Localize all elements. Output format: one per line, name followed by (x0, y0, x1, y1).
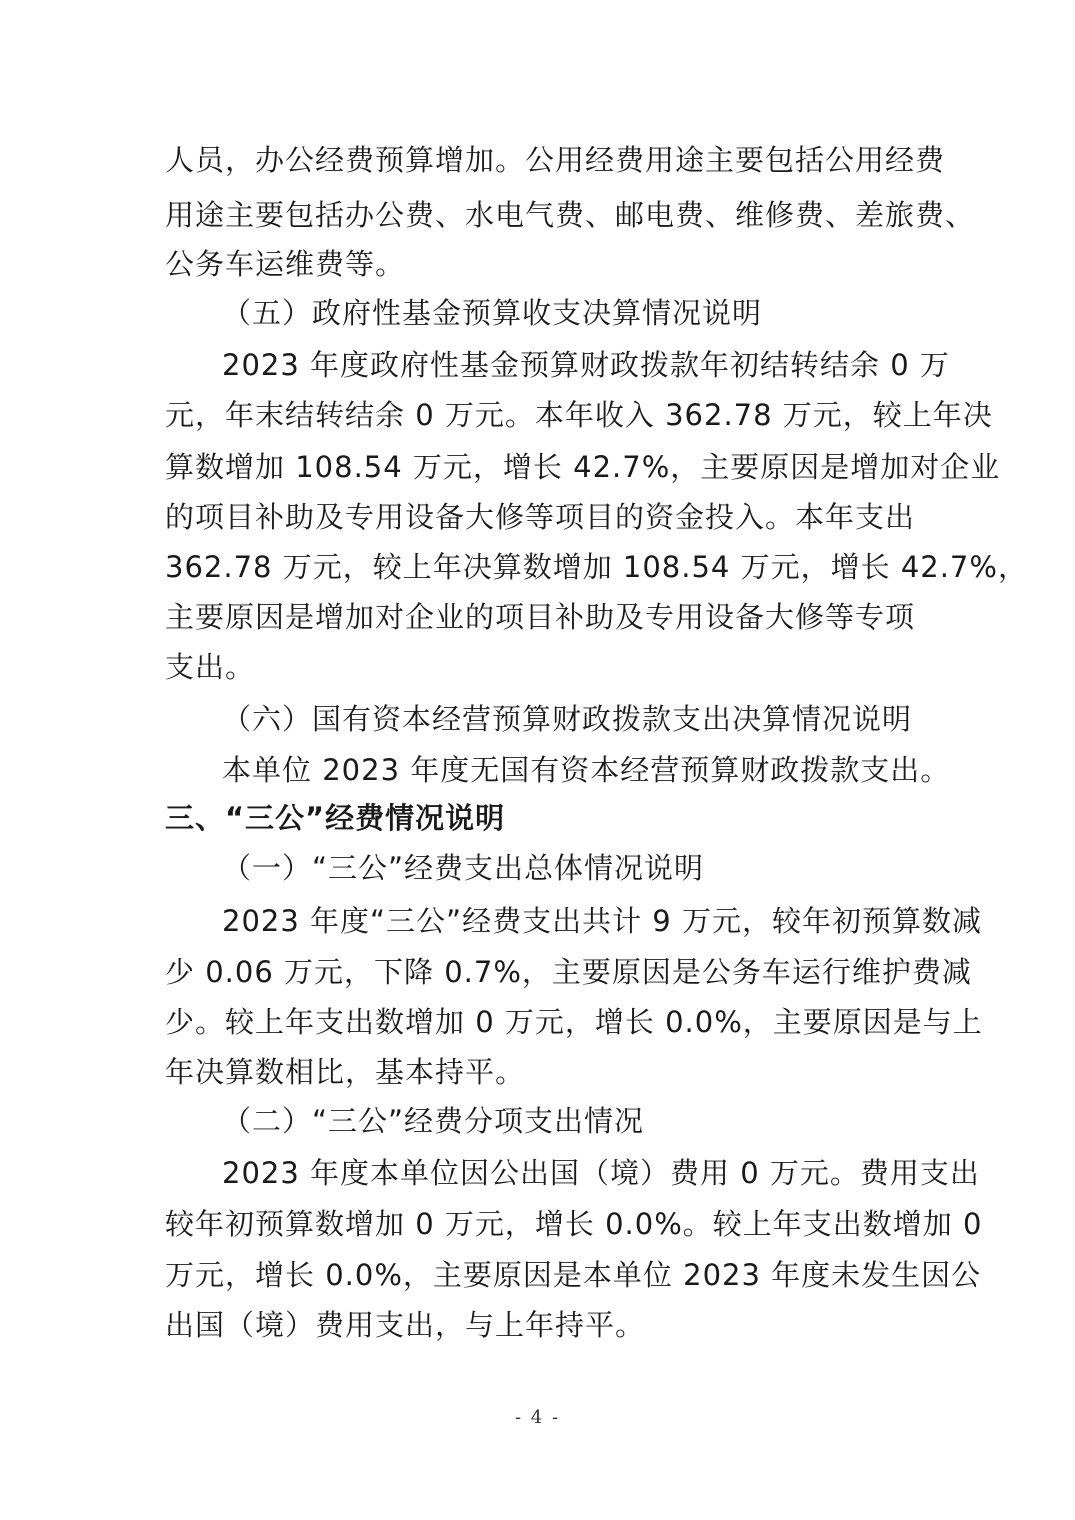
body-text-line: 出国（境）费用支出，与上年持平。 (165, 1308, 646, 1342)
subsection-heading: （一）“三公”经费支出总体情况说明 (222, 851, 705, 885)
body-text-line: 较年初预算数增加 0 万元，增长 0.0%。较上年支出数增加 0 (165, 1207, 983, 1241)
body-text-line: 少。较上年支出数增加 0 万元，增长 0.0%，主要原因是与上 (165, 1005, 983, 1039)
body-text-line: 本单位 2023 年度无国有资本经营预算财政拨款支出。 (222, 753, 951, 787)
body-text-line: 主要原因是增加对企业的项目补助及专用设备大修等专项 (165, 600, 916, 634)
body-text-line: 算数增加 108.54 万元，增长 42.7%，主要原因是增加对企业 (165, 450, 1001, 484)
body-text-line: 万元，增长 0.0%，主要原因是本单位 2023 年度未发生因公 (165, 1258, 982, 1292)
body-text-line: 少 0.06 万元，下降 0.7%，主要原因是公务车运行维护费减 (165, 955, 972, 989)
body-text-line: 2023 年度本单位因公出国（境）费用 0 万元。费用支出 (222, 1156, 980, 1190)
body-text-line: 支出。 (165, 650, 256, 684)
body-text-line: 人员，办公经费预算增加。公用经费用途主要包括公用经费 (165, 143, 946, 177)
body-text-line: 用途主要包括办公费、水电气费、邮电费、维修费、差旅费、 (165, 198, 976, 232)
body-text-line: 元，年末结转结余 0 万元。本年收入 362.78 万元，较上年决 (165, 398, 993, 432)
body-text-line: 公务车运维费等。 (165, 247, 406, 281)
body-text-line: 年决算数相比，基本持平。 (165, 1055, 526, 1089)
body-text-line: 362.78 万元，较上年决算数增加 108.54 万元，增长 42.7%， (165, 550, 1028, 584)
body-text-line: 的项目补助及专用设备大修等项目的资金投入。本年支出 (165, 500, 916, 534)
subsection-heading: （二）“三公”经费分项支出情况 (222, 1104, 645, 1138)
subsection-heading: （五）政府性基金预算收支决算情况说明 (222, 296, 763, 330)
body-text-line: 2023 年度“三公”经费支出共计 9 万元，较年初预算数减 (222, 904, 982, 938)
page-number: - 4 - (514, 1407, 561, 1428)
section-heading: 三、“三公”经费情况说明 (165, 801, 506, 835)
subsection-heading: （六）国有资本经营预算财政拨款支出决算情况说明 (222, 702, 913, 736)
body-text-line: 2023 年度政府性基金预算财政拨款年初结转结余 0 万 (222, 348, 950, 382)
